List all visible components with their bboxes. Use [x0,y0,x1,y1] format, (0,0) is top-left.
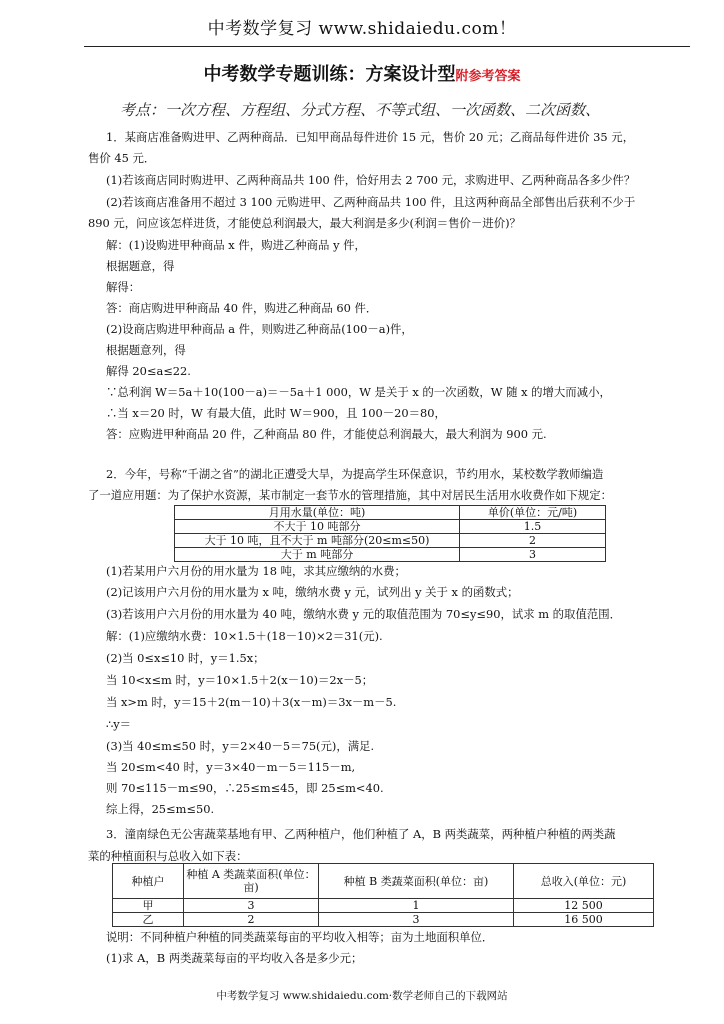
problem-2-q1: (1)若某用户六月份的用水量为 18 吨，求其应缴纳的水费； [106,564,406,578]
solution-1-line: 解得： [106,280,141,294]
solution-2-line: 解：(1)应缴纳水费：10×1.5＋(18－10)×2＝31(元). [106,629,383,643]
problem-3-q1: (1)求 A，B 两类蔬菜每亩的平均收入各是多少元； [106,951,363,965]
problem-3-stem-cont: 菜的种植面积与总收入如下表： [88,849,248,863]
vegetable-income-table [112,863,654,927]
table-header-cell: 种植户 [113,864,184,899]
problem-1-q2-cont: 890 元，问应该怎样进货，才能使总利润最大，最大利润是多少(利润＝售价－进价)？ [88,216,521,230]
table-cell: 3 [319,913,514,927]
solution-2-line: 当 x>m 时，y＝15＋2(m－10)＋3(x－m)＝3x－m－5. [106,695,397,709]
title-answer-note: 附参考答案 [455,69,521,84]
table-cell: 12 500 [514,899,654,913]
problem-1-stem: 1．某商店准备购进甲、乙两种商品．已知甲商品每件进价 15 元，售价 20 元；乙商品每件进价 35 元， [106,130,635,144]
header-divider [84,46,690,47]
problem-1-stem-cont: 售价 45 元． [88,151,156,165]
problem-2-stem: 2．今年，号称“千湖之省”的湖北正遭受大旱，为提高学生环保意识，节约用水，某校数学教师编造 [106,467,604,481]
water-price-table [174,505,606,562]
table-header-cell: 种植 B 类蔬菜面积(单位：亩) [319,864,514,899]
table-cell: 乙 [113,913,184,927]
title-main: 中考数学专题训练：方案设计型 [203,64,456,85]
problem-3-stem: 3．潼南绿色无公害蔬菜基地有甲、乙两种植户，他们种植了 A，B 两类蔬菜，两种植户种植的两类蔬 [106,827,616,841]
solution-1-line: ∴当 x＝20 时，W 有最大值，此时 W＝900，且 100－20＝80， [106,406,446,420]
table-header-cell: 种植 A 类蔬菜面积(单位：亩) [184,864,319,899]
table-cell: 1 [319,899,514,913]
table-cell: 3 [460,548,606,562]
solution-2-line: 当 10<x≤m 时，y＝10×1.5＋2(x－10)＝2x－5； [106,673,374,687]
problem-2-stem-cont: 了一道应用题：为了保护水资源，某市制定一套节水的管理措施，其中对居民生活用水收费作如下规定： [88,488,612,502]
problem-1-q2: (2)若该商店准备用不超过 3 100 元购进甲、乙两种商品共 100 件，且这两种商品全部售出后获利不少于 [106,195,636,209]
solution-1-answer: 答：商店购进甲种商品 40 件，购进乙种商品 60 件． [106,301,378,315]
problem-2-q2: (2)记该用户六月份的用水量为 x 吨，缴纳水费 y 元，试列出 y 关于 x 的函数式； [106,585,519,599]
table-cell: 大于 m 吨部分 [175,548,460,562]
problem-1-q1: (1)若该商店同时购进甲、乙两种商品共 100 件，恰好用去 2 700 元，求购进甲、乙两种商品各多少件？ [106,173,636,187]
table-cell: 不大于 10 吨部分 [175,520,460,534]
problem-2-q3: (3)若该用户六月份的用水量为 40 吨，缴纳水费 y 元的取值范围为 70≤y≤90，试求 m 的取值范围． [106,607,622,621]
table-header-cell: 单价(单位：元/吨) [460,506,606,520]
solution-2-line: 则 70≤115－m≤90，∴25≤m≤45，即 25≤m<40. [106,781,384,795]
table-cell: 甲 [113,899,184,913]
solution-2-line: ∴y＝ [106,717,132,731]
table-header-row [175,506,606,520]
solution-2-answer: 综上得，25≤m≤50. [106,802,215,816]
table-cell: 1.5 [460,520,606,534]
table-row [175,548,606,562]
table-cell: 3 [184,899,319,913]
table-cell: 2 [184,913,319,927]
document-title [0,60,724,86]
solution-2-line: (2)当 0≤x≤10 时，y＝1.5x； [106,651,265,665]
solution-2-line: (3)当 40≤m≤50 时，y＝2×40－5＝75(元)，满足. [106,739,375,753]
table-header-cell: 总收入(单位：元) [514,864,654,899]
table-cell: 大于 10 吨，且不大于 m 吨部分(20≤m≤50) [175,534,460,548]
solution-1-line: 根据题意，得 [106,259,175,273]
table-header-cell: 月用水量(单位：吨) [175,506,460,520]
table-row [175,520,606,534]
problem-3-note: 说明：不同种植户种植的同类蔬菜每亩的平均收入相等；亩为土地面积单位． [106,930,494,944]
page-footer: 中考数学复习 www.shidaiedu.com·数学老师自己的下载网站 [216,990,508,1002]
key-points: 考点：一次方程、方程组、分式方程、不等式组、一次函数、二次函数、 [120,101,601,119]
table-row [113,913,654,927]
table-row [175,534,606,548]
solution-1-line: ∵总利润 W＝5a＋10(100－a)＝－5a＋1 000，W 是关于 x 的一次函数，W 随 x 的增大而减小， [106,385,611,399]
solution-1-line: 根据题意列，得 [106,343,186,357]
table-header-row [113,864,654,899]
solution-2-line: 当 20≤m<40 时，y＝3×40－m－5＝115－m, [106,760,356,774]
solution-1-line: 解得 20≤a≤22. [106,364,191,378]
solution-1-line: 解：(1)设购进甲种商品 x 件，购进乙种商品 y 件， [106,238,366,252]
table-cell: 2 [460,534,606,548]
solution-1-answer: 答：应购进甲种商品 20 件，乙种商品 80 件，才能使总利润最大，最大利润为 900 元. [106,427,547,441]
page-header: 中考数学复习 www.shidaiedu.com！ [207,19,517,39]
solution-1-line: (2)设商店购进甲种商品 a 件，则购进乙种商品(100－a)件， [106,322,413,336]
table-cell: 16 500 [514,913,654,927]
table-row [113,899,654,913]
